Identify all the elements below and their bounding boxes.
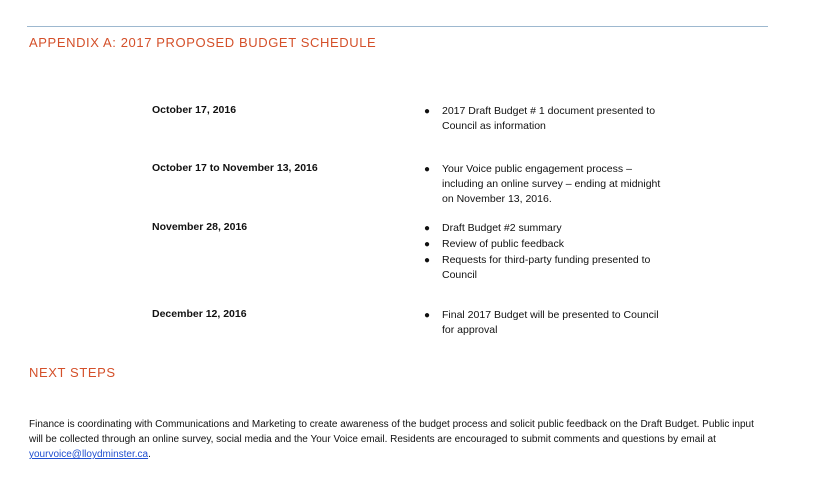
paragraph-end: . bbox=[148, 449, 151, 460]
schedule-item bbox=[422, 104, 662, 134]
schedule-item-text: 2017 Draft Budget # 1 document presented to Council as information bbox=[442, 105, 656, 132]
bullet-icon: ● bbox=[424, 255, 431, 266]
schedule-item-list bbox=[422, 104, 662, 135]
bullet-icon: ● bbox=[424, 239, 431, 250]
schedule-item-text: Review of public feedback bbox=[442, 238, 564, 250]
schedule-date: October 17, 2016 bbox=[152, 104, 237, 116]
schedule-item bbox=[422, 253, 662, 283]
email-link[interactable]: yourvoice@lloydminster.ca bbox=[29, 449, 149, 460]
schedule-item-list bbox=[422, 308, 662, 339]
schedule-item bbox=[422, 162, 662, 207]
next-steps-heading: NEXT STEPS bbox=[29, 365, 116, 380]
schedule-item bbox=[422, 221, 662, 236]
schedule-item bbox=[422, 237, 662, 252]
schedule-date: November 28, 2016 bbox=[152, 221, 248, 233]
schedule-date: October 17 to November 13, 2016 bbox=[152, 162, 318, 174]
bullet-icon: ● bbox=[424, 106, 431, 117]
bullet-icon: ● bbox=[424, 310, 431, 321]
schedule-item-text: Draft Budget #2 summary bbox=[442, 222, 562, 234]
schedule-item-text: Requests for third-party funding presented to Council bbox=[442, 254, 651, 281]
schedule-item-list bbox=[422, 221, 662, 284]
schedule-item bbox=[422, 308, 662, 338]
schedule-item-list bbox=[422, 162, 662, 208]
schedule-date: December 12, 2016 bbox=[152, 308, 247, 320]
appendix-heading: APPENDIX A: 2017 PROPOSED BUDGET SCHEDULE bbox=[29, 35, 377, 50]
next-steps-paragraph bbox=[29, 417, 769, 462]
header-rule bbox=[27, 26, 768, 27]
schedule-item-text: Final 2017 Budget will be presented to Council for approval bbox=[442, 309, 659, 336]
paragraph-text: Finance is coordinating with Communications and Marketing to create awareness of the budget process and solicit public feedback on the Draft Budget. Public input will be collected through an online survey, social media and the Your Voice email. Residents are encouraged to submit comments and questions by email at bbox=[29, 419, 754, 445]
bullet-icon: ● bbox=[424, 223, 431, 234]
bullet-icon: ● bbox=[424, 164, 431, 175]
schedule-item-text: Your Voice public engagement process – including an online survey – ending at midnight on November 13, 2016. bbox=[442, 163, 661, 205]
